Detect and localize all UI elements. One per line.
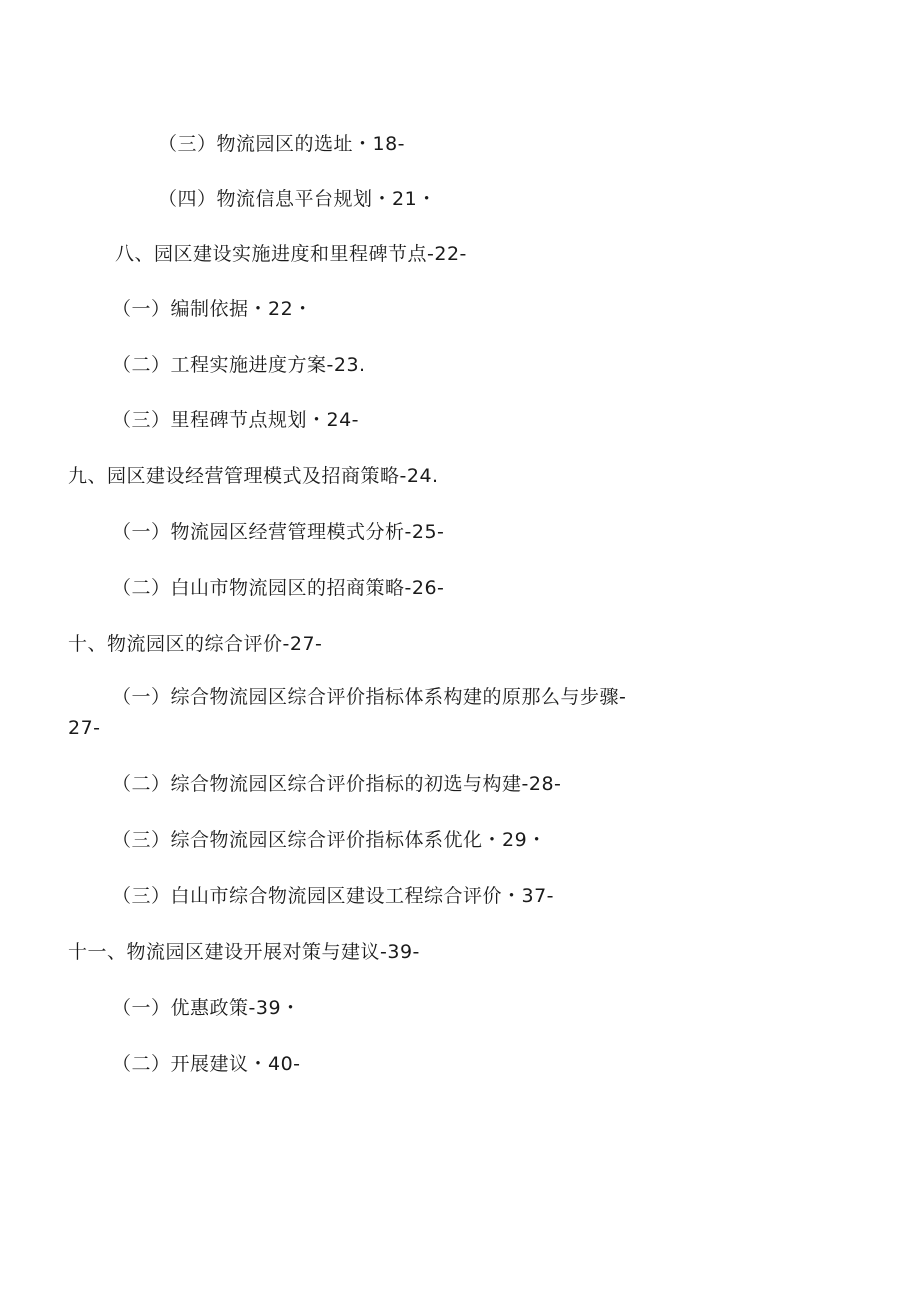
toc-entry: （二）开展建议・40- bbox=[112, 1053, 301, 1075]
toc-entry: （二）白山市物流园区的招商策略-26- bbox=[112, 577, 445, 599]
toc-section: 十一、物流园区建设开展对策与建议-39- bbox=[68, 941, 420, 963]
toc-entry: （二）综合物流园区综合评价指标的初选与构建-28- bbox=[112, 773, 562, 795]
toc-entry: （四）物流信息平台规划・21・ bbox=[158, 188, 437, 210]
toc-entry: （一）优惠政策-39・ bbox=[112, 997, 301, 1019]
toc-section: 十、物流园区的综合评价-27- bbox=[68, 633, 323, 655]
toc-entry: （三）里程碑节点规划・24- bbox=[112, 409, 360, 431]
toc-entry: （三）综合物流园区综合评价指标体系优化・29・ bbox=[112, 829, 547, 851]
toc-entry: （三）白山市综合物流园区建设工程综合评价・37- bbox=[112, 885, 555, 907]
toc-section: 九、园区建设经营管理模式及招商策略-24. bbox=[68, 465, 439, 487]
toc-entry: （一）综合物流园区综合评价指标体系构建的原那么与步骤- bbox=[112, 686, 627, 708]
toc-entry: （三）物流园区的选址・18- bbox=[158, 133, 406, 155]
toc-entry-continuation: 27- bbox=[68, 717, 101, 739]
toc-entry: （一）编制依据・22・ bbox=[112, 298, 313, 320]
toc-section: 八、园区建设实施进度和里程碑节点-22- bbox=[115, 243, 467, 265]
toc-entry: （二）工程实施进度方案-23. bbox=[112, 354, 366, 376]
toc-entry: （一）物流园区经营管理模式分析-25- bbox=[112, 521, 445, 543]
